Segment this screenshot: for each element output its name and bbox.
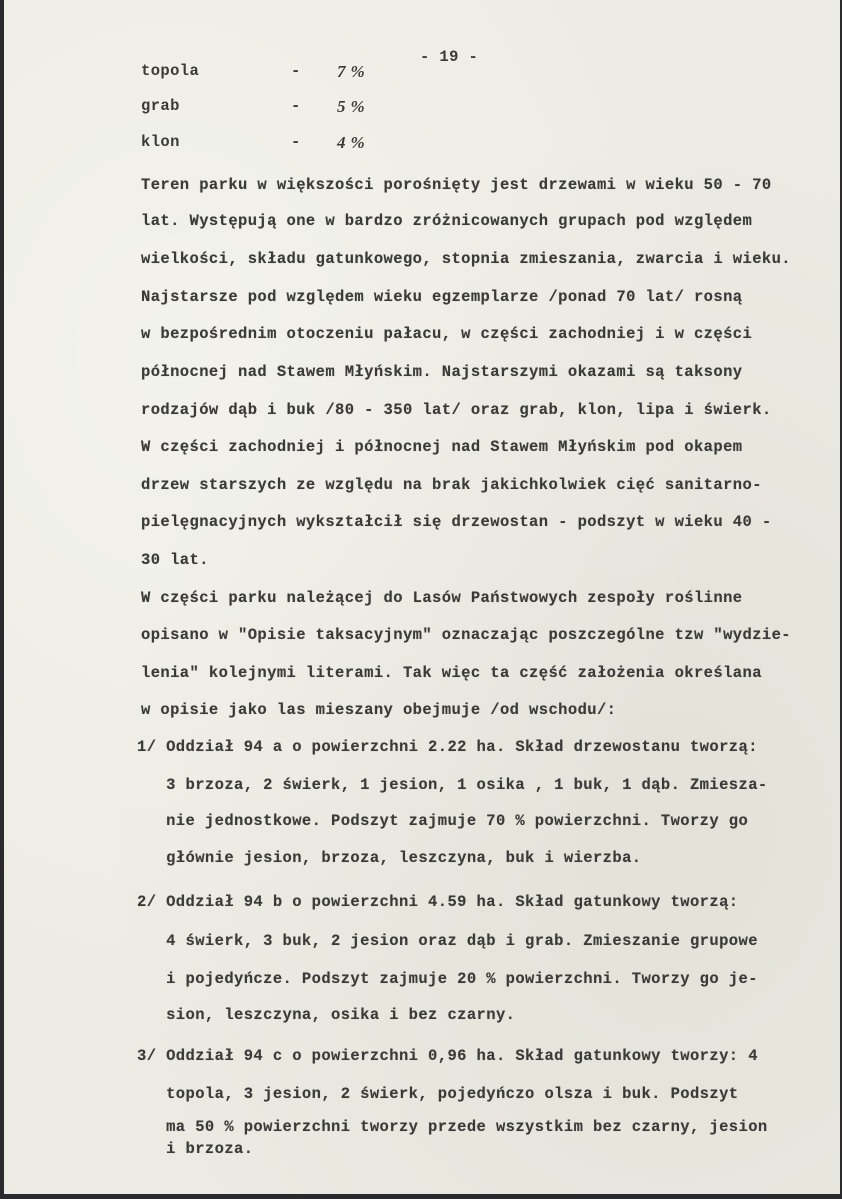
text-line: w bezpośrednim otoczeniu pałacu, w części zachodniej i w części [141, 325, 753, 343]
page-number: - 19 - [420, 48, 479, 66]
species-row [141, 62, 381, 82]
text-line: drzew starszych ze względu na brak jakichkolwiek cięć sanitarno- [141, 476, 762, 494]
text-line: W części zachodniej i północnej nad Stawem Młyńskim pod okapem [141, 438, 743, 456]
text-line: 2/ Oddział 94 b o powierzchni 4.59 ha. Skład gatunkowy tworzą: [137, 893, 739, 911]
text-line: sion, leszczyna, osika i bez czarny. [137, 1006, 516, 1024]
text-line: w opisie jako las mieszany obejmuje /od wschodu/: [141, 701, 617, 719]
species-name: topola [141, 62, 200, 80]
text-line: opisano w "Opisie taksacyjnym" oznaczając poszczególne tzw "wydzie- [141, 626, 792, 644]
text-line: i pojedyńcze. Podszyt zajmuje 20 % powierzchni. Tworzy go je- [137, 970, 758, 988]
species-percent: 5 % [337, 97, 366, 116]
text-line: 30 lat. [141, 551, 209, 569]
species-name: klon [141, 133, 180, 151]
species-dash: - [291, 133, 301, 151]
species-row [141, 133, 381, 153]
text-line: lenia" kolejnymi literami. Tak więc ta część założenia określana [141, 664, 762, 682]
text-line: 3 brzoza, 2 świerk, 1 jesion, 1 osika , 1 buk, 1 dąb. Zmiesza- [137, 776, 768, 794]
species-percent: 4 % [337, 133, 366, 152]
text-line: pielęgnacyjnych wykształcił się drzewostan - podszyt w wieku 40 - [141, 513, 772, 531]
document-page [4, 0, 840, 1194]
text-line: 3/ Oddział 94 c o powierzchni 0,96 ha. Skład gatunkowy tworzy: 4 [137, 1047, 758, 1065]
text-line: głównie jesion, brzoza, leszczyna, buk i wierzba. [137, 849, 642, 867]
text-line: lat. Występują one w bardzo zróżnicowanych grupach pod względem [141, 212, 753, 230]
species-percent: 7 % [337, 62, 366, 81]
text-line: ma 50 % powierzchni tworzy przede wszystkim bez czarny, jesion [137, 1118, 768, 1136]
text-line: W części parku należącej do Lasów Państwowych zespoły roślinne [141, 589, 743, 607]
species-row [141, 97, 381, 117]
species-dash: - [291, 97, 301, 115]
text-line: północnej nad Stawem Młyńskim. Najstarszymi okazami są taksony [141, 363, 743, 381]
species-dash: - [291, 62, 301, 80]
text-line: topola, 3 jesion, 2 świerk, pojedyńczo olsza i buk. Podszyt [137, 1085, 739, 1103]
text-line: Teren parku w większości porośnięty jest drzewami w wieku 50 - 70 [141, 176, 772, 194]
text-line: wielkości, składu gatunkowego, stopnia zmieszania, zwarcia i wieku. [141, 250, 792, 268]
species-name: grab [141, 97, 180, 115]
text-line: rodzajów dąb i buk /80 - 350 lat/ oraz grab, klon, lipa i świerk. [141, 401, 772, 419]
text-line: nie jednostkowe. Podszyt zajmuje 70 % powierzchni. Tworzy go [137, 812, 749, 830]
text-line: Najstarsze pod względem wieku egzemplarze /ponad 70 lat/ rosną [141, 288, 743, 306]
text-line: i brzoza. [137, 1140, 254, 1158]
text-line: 1/ Oddział 94 a o powierzchni 2.22 ha. Skład drzewostanu tworzą: [137, 738, 758, 756]
text-line: 4 świerk, 3 buk, 2 jesion oraz dąb i grab. Zmieszanie grupowe [137, 932, 758, 950]
